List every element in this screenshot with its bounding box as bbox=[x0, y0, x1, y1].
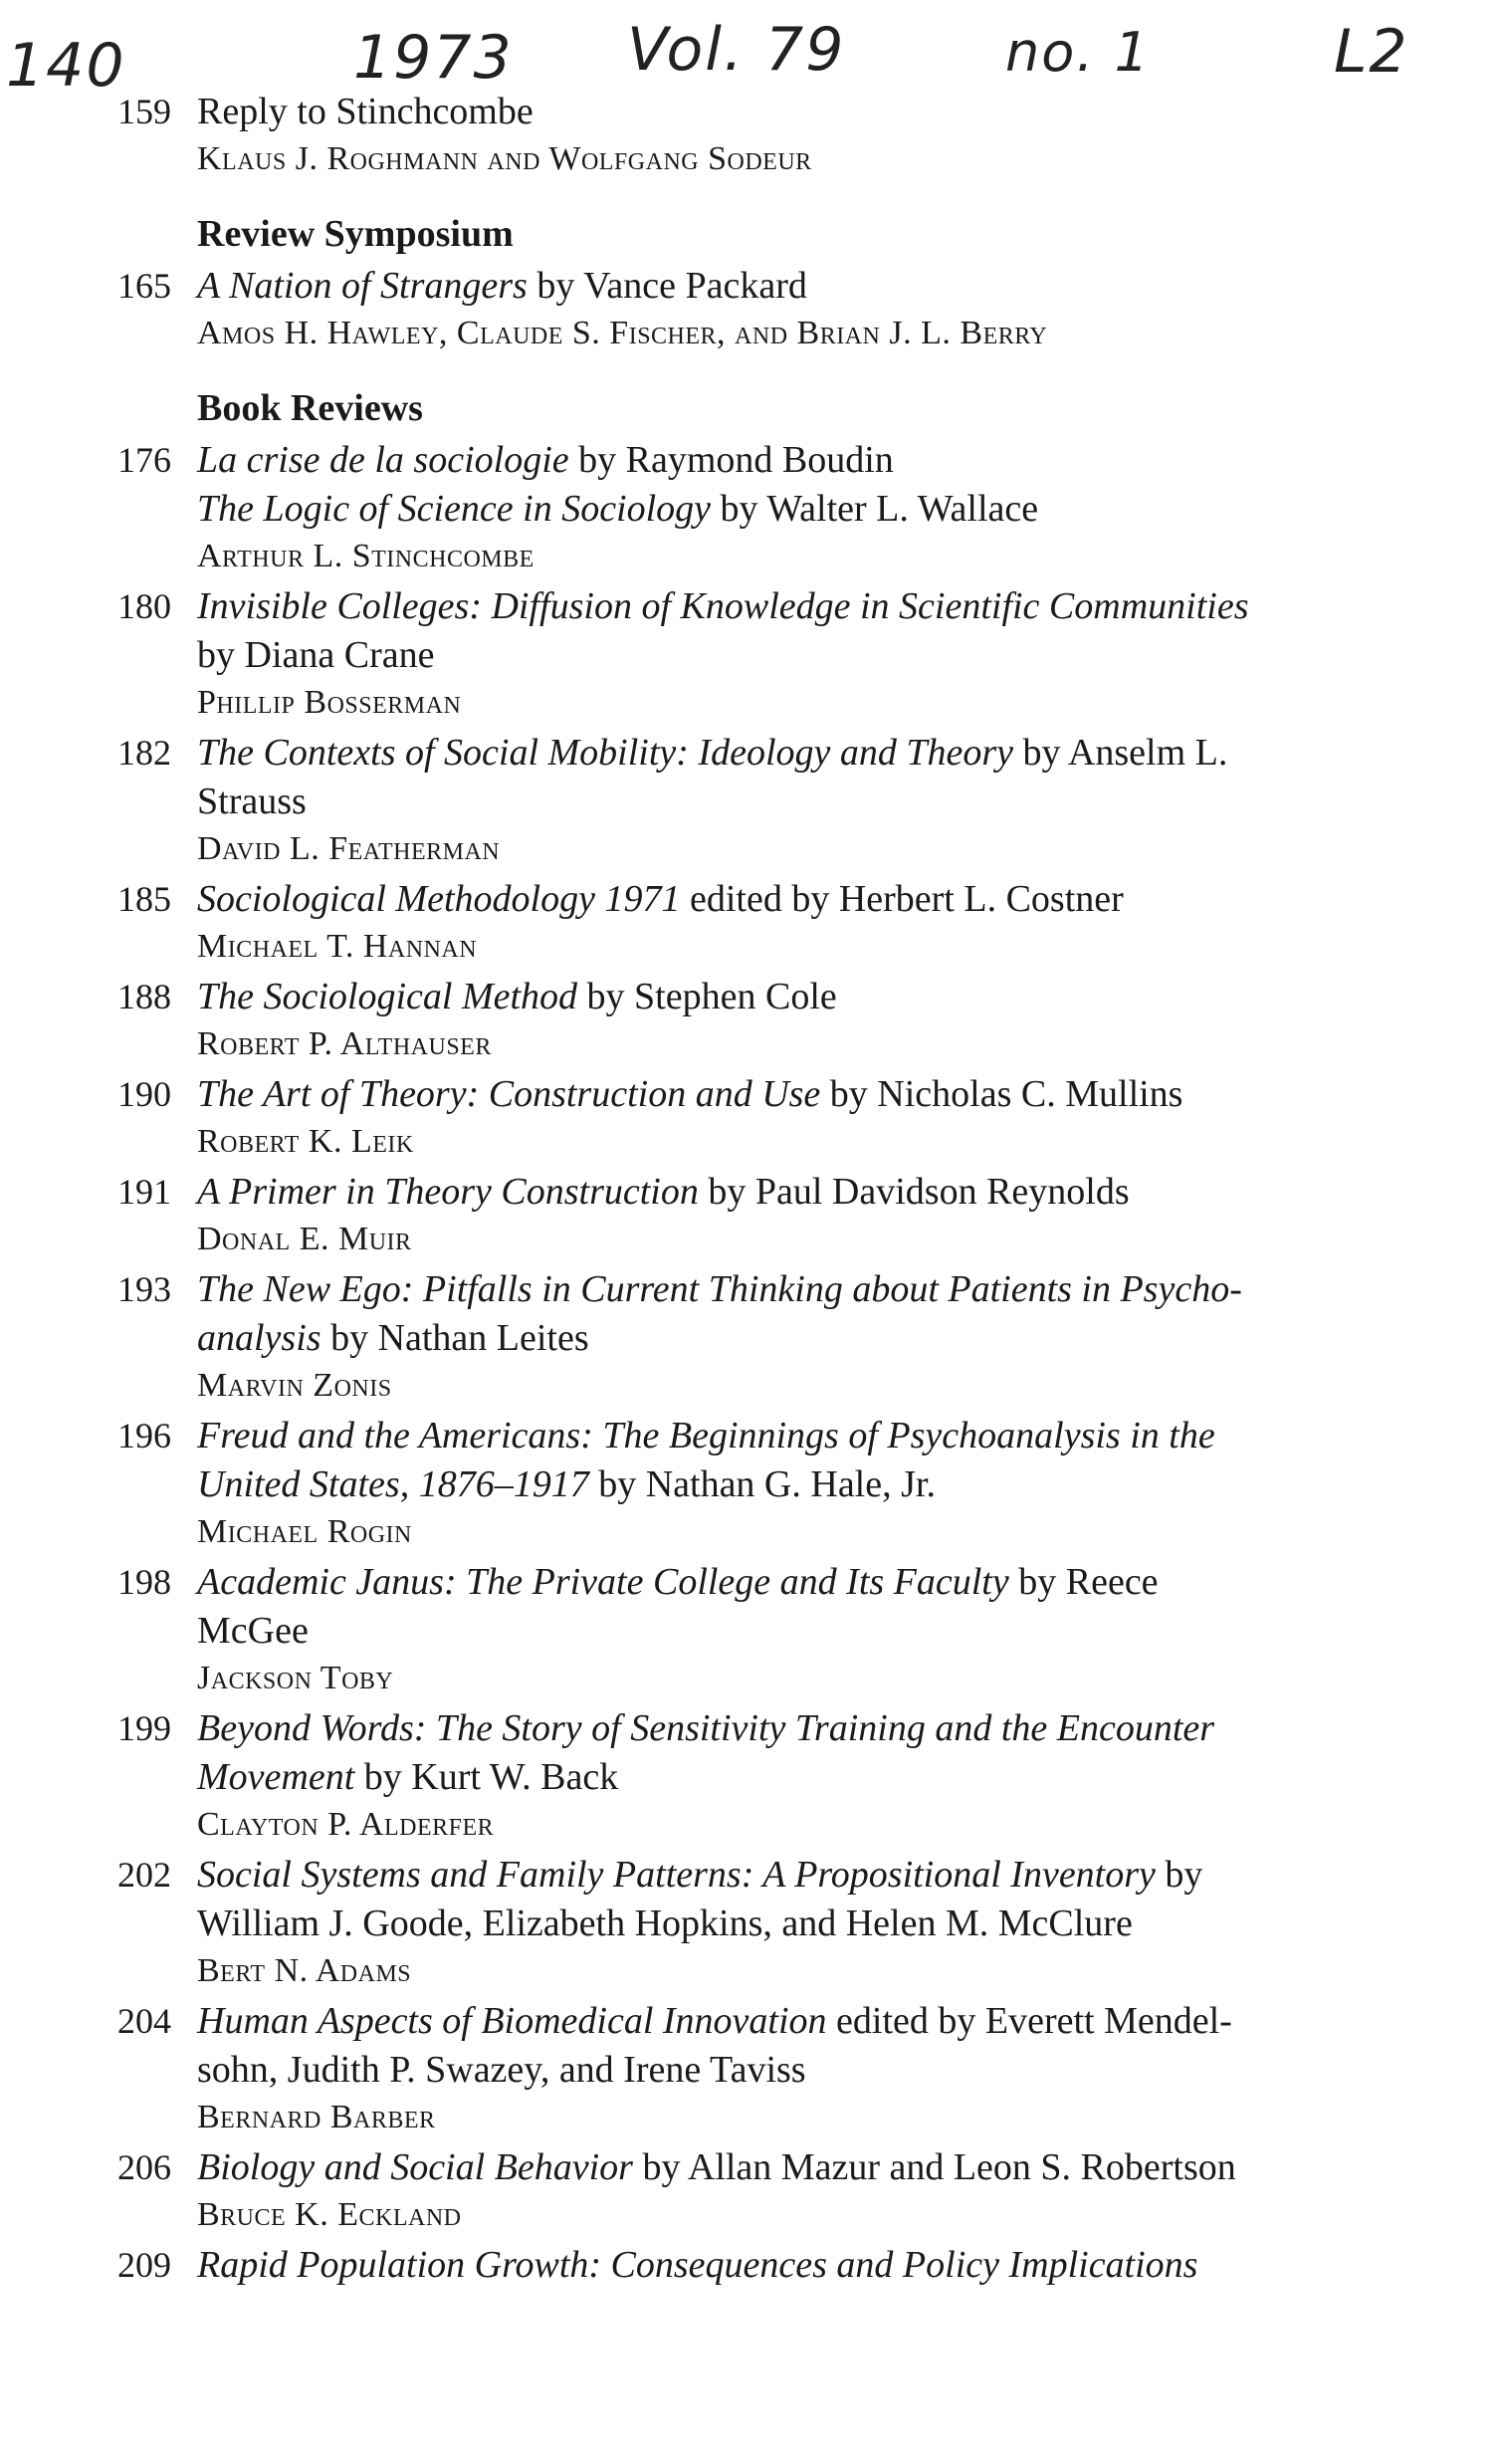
page-number: 176 bbox=[117, 440, 171, 480]
book-title: The Sociological Method bbox=[197, 976, 578, 1017]
page-number: 202 bbox=[117, 1855, 171, 1895]
book-title: Academic Janus: The Private College and Its Faculty bbox=[197, 1561, 1009, 1603]
entry-reviewer: Bert N. Adams bbox=[197, 1952, 412, 1989]
page-number: 188 bbox=[117, 977, 171, 1016]
page-number: 196 bbox=[117, 1416, 171, 1456]
toc-entry bbox=[0, 1704, 1500, 1848]
entry-reviewer: Donal E. Muir bbox=[197, 1221, 412, 1257]
entry-title: Reply to Stinchcombe bbox=[197, 91, 534, 132]
entry-reviewer: Clayton P. Alderfer bbox=[197, 1806, 495, 1843]
toc-entry bbox=[0, 1412, 1500, 1555]
book-author: by Nicholas C. Mullins bbox=[820, 1073, 1183, 1115]
entry-reviewer: Jackson Toby bbox=[197, 1660, 394, 1696]
book-title-cont: analysis bbox=[197, 1317, 321, 1359]
toc-entry bbox=[0, 1265, 1500, 1409]
entry-reviewer: Amos H. Hawley, Claude S. Fischer, and Brian J. L. Berry bbox=[197, 315, 1048, 351]
book-title: The Logic of Science in Sociology bbox=[197, 488, 712, 530]
book-author: by Diana Crane bbox=[197, 634, 435, 676]
toc-entry bbox=[0, 436, 1500, 579]
page-number: 165 bbox=[117, 266, 171, 306]
handwritten-issue: no. 1 bbox=[1005, 21, 1151, 84]
entry-reviewer: Phillip Bosserman bbox=[197, 684, 462, 721]
toc-entry bbox=[0, 875, 1500, 970]
book-title: A Nation of Strangers bbox=[197, 265, 528, 307]
handwritten-volume: Vol. 79 bbox=[627, 15, 846, 85]
toc-entry bbox=[0, 1997, 1500, 2140]
toc-entry bbox=[0, 1070, 1500, 1165]
book-author: by Nathan G. Hale, Jr. bbox=[588, 1463, 936, 1505]
page-number: 159 bbox=[117, 92, 171, 131]
book-author: by Reece bbox=[1008, 1561, 1159, 1603]
entry-reviewer: Michael Rogin bbox=[197, 1513, 412, 1550]
page-number: 206 bbox=[117, 2147, 171, 2187]
page-number: 185 bbox=[117, 879, 171, 919]
entry-reviewer: David L. Featherman bbox=[197, 830, 501, 867]
book-author: by Kurt W. Back bbox=[354, 1756, 619, 1798]
book-title: The Art of Theory: Construction and Use bbox=[197, 1073, 821, 1115]
book-title-cont: United States, 1876–1917 bbox=[197, 1463, 589, 1505]
book-author-cont: sohn, Judith P. Swazey, and Irene Taviss bbox=[197, 2049, 806, 2091]
section-heading-review-symposium: Review Symposium bbox=[197, 213, 514, 255]
entry-reviewer: Klaus J. Roghmann and Wolfgang Sodeur bbox=[197, 140, 812, 177]
entry-reviewer: Arthur L. Stinchcombe bbox=[197, 538, 535, 574]
book-title: Invisible Colleges: Diffusion of Knowledge in Scientific Communities bbox=[197, 585, 1249, 627]
book-title: Rapid Population Growth: Consequences and Policy Implications bbox=[197, 2244, 1198, 2286]
book-title: Sociological Methodology 1971 bbox=[197, 878, 681, 920]
page-number: 209 bbox=[117, 2245, 171, 2285]
book-title: A Primer in Theory Construction bbox=[197, 1171, 699, 1213]
book-author: by Vance Packard bbox=[527, 265, 807, 307]
page-number: 182 bbox=[117, 733, 171, 773]
book-title: Human Aspects of Biomedical Innovation bbox=[197, 2000, 827, 2042]
book-author: by Stephen Cole bbox=[577, 976, 837, 1017]
book-title-cont: Movement bbox=[197, 1756, 355, 1798]
book-author: by Allan Mazur and Leon S. Robertson bbox=[632, 2146, 1236, 2188]
toc-entry bbox=[0, 1168, 1500, 1262]
book-title: The Contexts of Social Mobility: Ideology and Theory bbox=[197, 732, 1014, 774]
page-number: 190 bbox=[117, 1074, 171, 1114]
toc-entry bbox=[0, 2143, 1500, 2238]
entry-reviewer: Bernard Barber bbox=[197, 2099, 436, 2135]
book-author-cont: Strauss bbox=[197, 781, 307, 822]
handwritten-code: L2 bbox=[1334, 17, 1409, 87]
page-number: 180 bbox=[117, 586, 171, 626]
entry-reviewer: Bruce K. Eckland bbox=[197, 2196, 462, 2233]
toc-entry bbox=[0, 1851, 1500, 1994]
entry-reviewer: Marvin Zonis bbox=[197, 1367, 392, 1404]
book-title: La crise de la sociologie bbox=[197, 439, 569, 481]
book-title: Biology and Social Behavior bbox=[197, 2146, 633, 2188]
book-title: Freud and the Americans: The Beginnings of Psychoanalysis in the bbox=[197, 1415, 1215, 1456]
toc-entry bbox=[0, 729, 1500, 872]
page-number: 199 bbox=[117, 1708, 171, 1748]
page-number: 193 bbox=[117, 1269, 171, 1309]
section-heading-book-reviews: Book Reviews bbox=[197, 387, 423, 429]
toc-entry bbox=[0, 262, 1500, 356]
book-title: Social Systems and Family Patterns: A Propositional Inventory bbox=[197, 1854, 1156, 1896]
book-author: by Paul Davidson Reynolds bbox=[698, 1171, 1130, 1213]
book-author: edited by Everett Mendel- bbox=[826, 2000, 1232, 2042]
table-of-contents bbox=[0, 88, 1500, 2293]
page-number: 204 bbox=[117, 2001, 171, 2041]
book-author-cont: William J. Goode, Elizabeth Hopkins, and Helen M. McClure bbox=[197, 1903, 1133, 1944]
toc-entry bbox=[0, 1558, 1500, 1701]
book-author: by Walter L. Wallace bbox=[711, 488, 1039, 530]
book-author: by bbox=[1155, 1854, 1203, 1896]
toc-entry bbox=[0, 973, 1500, 1067]
page-number: 191 bbox=[117, 1172, 171, 1212]
book-author: by Raymond Boudin bbox=[568, 439, 894, 481]
page-number: 198 bbox=[117, 1562, 171, 1602]
entry-reviewer: Robert K. Leik bbox=[197, 1123, 414, 1160]
book-title: The New Ego: Pitfalls in Current Thinking about Patients in Psycho- bbox=[197, 1268, 1242, 1310]
book-title: Beyond Words: The Story of Sensitivity Training and the Encounter bbox=[197, 1707, 1215, 1749]
toc-entry bbox=[0, 2241, 1500, 2290]
handwritten-number: 140 bbox=[6, 31, 126, 101]
toc-entry bbox=[0, 88, 1500, 182]
entry-reviewer: Robert P. Althauser bbox=[197, 1025, 492, 1062]
book-author: by Nathan Leites bbox=[321, 1317, 589, 1359]
book-author: edited by Herbert L. Costner bbox=[680, 878, 1124, 920]
toc-entry bbox=[0, 582, 1500, 726]
handwritten-year: 1973 bbox=[353, 23, 514, 93]
book-author: by Anselm L. bbox=[1013, 732, 1228, 774]
entry-reviewer: Michael T. Hannan bbox=[197, 928, 478, 965]
book-author-cont: McGee bbox=[197, 1610, 309, 1652]
